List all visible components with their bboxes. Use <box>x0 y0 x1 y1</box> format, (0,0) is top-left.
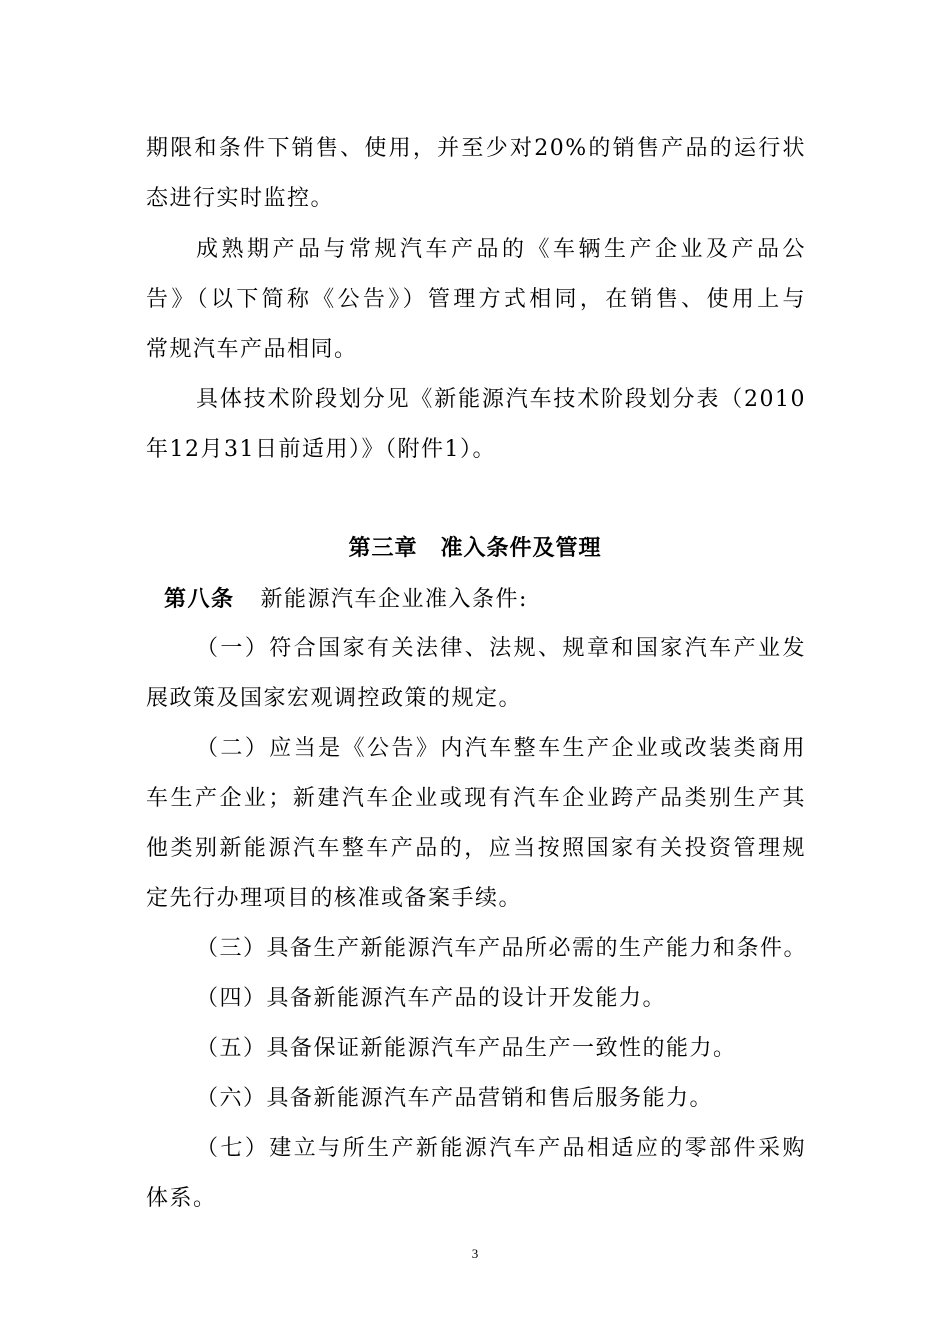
item-7-line-1: （七）建立与所生产新能源汽车产品相适应的零部件采购 <box>196 1136 806 1161</box>
item-3: （三）具备生产新能源汽车产品所必需的生产能力和条件。 <box>196 936 808 961</box>
paragraph-2-line-3: 常规汽车产品相同。 <box>146 337 358 362</box>
paragraph-1-line-1: 期限和条件下销售、使用，并至少对20%的销售产品的运行状 <box>146 136 806 161</box>
item-5: （五）具备保证新能源汽车产品生产一致性的能力。 <box>196 1036 737 1061</box>
item-2-line-2: 车生产企业；新建汽车企业或现有汽车企业跨产品类别生产其 <box>146 786 806 811</box>
article-8-text: 新能源汽车企业准入条件: <box>260 587 528 612</box>
paragraph-3-line-1: 具体技术阶段划分见《新能源汽车技术阶段划分表（2010 <box>196 387 806 412</box>
paragraph-3-line-2: 年12月31日前适用）》（附件1）。 <box>146 437 496 462</box>
item-2-line-3: 他类别新能源汽车整车产品的，应当按照国家有关投资管理规 <box>146 836 806 861</box>
item-4: （四）具备新能源汽车产品的设计开发能力。 <box>196 986 667 1011</box>
paragraph-2-line-1: 成熟期产品与常规汽车产品的《车辆生产企业及产品公 <box>196 237 806 262</box>
paragraph-2-line-2: 告》（以下简称《公告》）管理方式相同，在销售、使用上与 <box>146 287 806 312</box>
item-7-line-2: 体系。 <box>146 1186 217 1211</box>
item-6: （六）具备新能源汽车产品营销和售后服务能力。 <box>196 1086 714 1111</box>
page-number: 3 <box>471 1246 479 1261</box>
article-8-label: 第八条 <box>164 587 235 612</box>
item-1-line-1: （一）符合国家有关法律、法规、规章和国家汽车产业发 <box>196 636 806 661</box>
paragraph-1-line-2: 态进行实时监控。 <box>146 186 335 211</box>
item-1-line-2: 展政策及国家宏观调控政策的规定。 <box>146 686 523 711</box>
chapter-title: 第三章 准入条件及管理 <box>348 536 602 561</box>
article-8 <box>164 585 824 615</box>
item-2-line-4: 定先行办理项目的核准或备案手续。 <box>146 886 523 911</box>
item-2-line-1: （二）应当是《公告》内汽车整车生产企业或改装类商用 <box>196 736 806 761</box>
